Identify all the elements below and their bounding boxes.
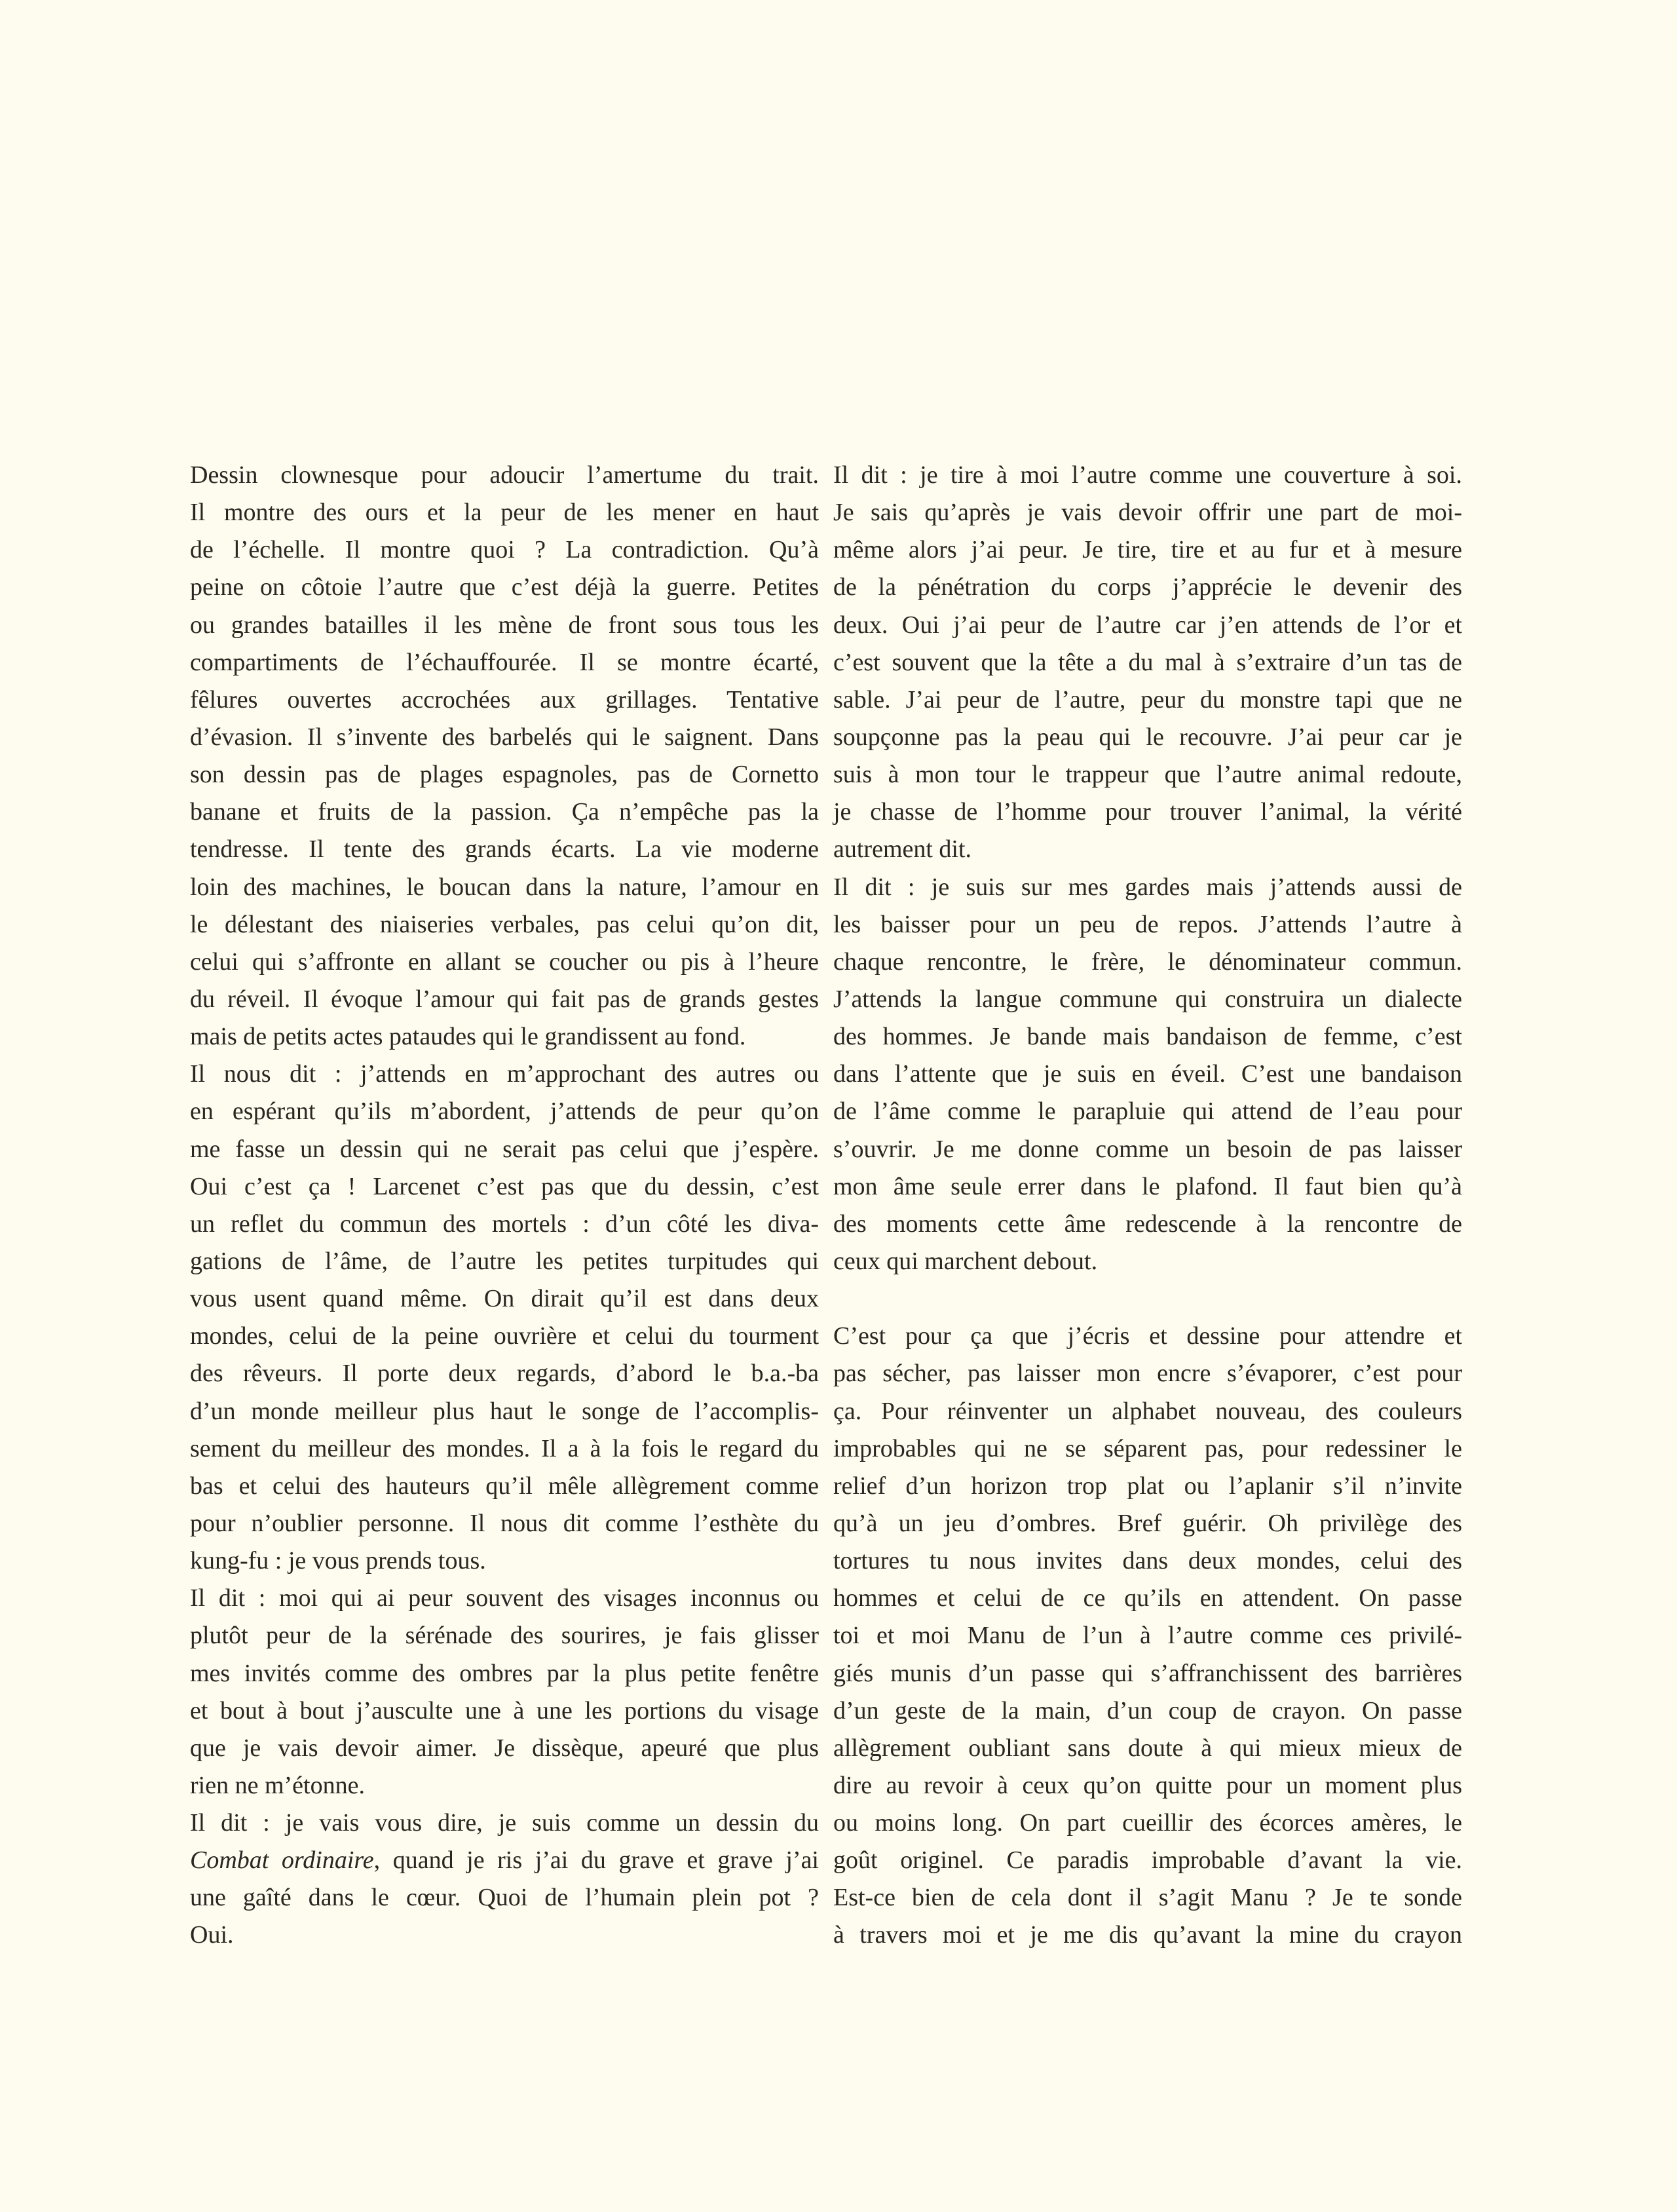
text-line: en espérant qu’ils m’abordent, j’attends de peur qu’on	[190, 1097, 819, 1126]
text-line: soupçonne pas la peau qui le recouvre. J’ai peur car je	[833, 723, 1462, 751]
text-line: peine on côtoie l’autre que c’est déjà la guerre. Petites	[190, 573, 819, 601]
text-line: mon âme seule errer dans le plafond. Il faut bien qu’à	[833, 1172, 1462, 1200]
text-line: kung-fu : je vous prends tous.	[190, 1547, 486, 1575]
text-line: fêlures ouvertes accrochées aux grillages. Tentative	[190, 685, 819, 714]
text-line: s’ouvrir. Je me donne comme un besoin de pas laisser	[833, 1135, 1462, 1163]
text-line: de l’âme comme le parapluie qui attend de l’eau pour	[833, 1097, 1462, 1126]
text-line: une gaîté dans le cœur. Quoi de l’humain plein pot ?	[190, 1884, 819, 1912]
text-line: mais de petits actes pataudes qui le grandissent au fond.	[190, 1023, 746, 1051]
text-line: C’est pour ça que j’écris et dessine pour attendre et	[833, 1322, 1462, 1350]
paragraph-gap	[833, 1280, 1462, 1318]
text-line: de la pénétration du corps j’apprécie le devenir des	[833, 573, 1462, 601]
text-line: pour n’oublier personne. Il nous dit comme l’esthète du	[190, 1509, 819, 1537]
text-fragment: , quand je ris j’ai du grave et grave j’ai	[373, 1846, 819, 1875]
text-line: Dessin clownesque pour adoucir l’amertume du trait.	[190, 461, 819, 489]
text-line: Oui c’est ça ! Larcenet c’est pas que du dessin, c’est	[190, 1172, 819, 1200]
text-line: à travers moi et je me dis qu’avant la mine du crayon	[833, 1921, 1462, 1949]
text-line: me fasse un dessin qui ne serait pas celui que j’espère.	[190, 1135, 819, 1163]
text-line: et bout à bout j’ausculte une à une les portions du visage	[190, 1696, 819, 1725]
text-line: son dessin pas de plages espagnoles, pas de Cornetto	[190, 761, 819, 789]
text-line: d’un geste de la main, d’un coup de crayon. On passe	[833, 1696, 1462, 1725]
text-line: hommes et celui de ce qu’ils en attendent. On passe	[833, 1584, 1462, 1612]
text-line: Il dit : je vais vous dire, je suis comme un dessin du	[190, 1809, 819, 1837]
text-line: autrement dit.	[833, 835, 972, 864]
text-line: ça. Pour réinventer un alphabet nouveau, des couleurs	[833, 1397, 1462, 1425]
left-text-column	[190, 457, 819, 1955]
text-line: rien ne m’étonne.	[190, 1771, 365, 1799]
text-line: Il dit : je suis sur mes gardes mais j’attends aussi de	[833, 873, 1462, 901]
text-line: giés munis d’un passe qui s’affranchissent des barrières	[833, 1659, 1462, 1687]
text-line: compartiments de l’échauffourée. Il se montre écarté,	[190, 648, 819, 676]
text-line: Il nous dit : j’attends en m’approchant des autres ou	[190, 1060, 819, 1088]
text-line: dire au revoir à ceux qu’on quitte pour un moment plus	[833, 1771, 1462, 1799]
text-line: qu’à un jeu d’ombres. Bref guérir. Oh privilège des	[833, 1509, 1462, 1537]
text-line: vous usent quand même. On dirait qu’il est dans deux	[190, 1285, 819, 1313]
text-line: chaque rencontre, le frère, le dénominateur commun.	[833, 947, 1462, 976]
text-line: un reflet du commun des mortels : d’un côté les diva-	[190, 1210, 819, 1238]
text-line: tortures tu nous invites dans deux mondes, celui des	[833, 1547, 1462, 1575]
text-line: pas sécher, pas laisser mon encre s’évaporer, c’est pour	[833, 1360, 1462, 1388]
text-line: d’un monde meilleur plus haut le songe de l’accomplis-	[190, 1397, 819, 1425]
text-line: deux. Oui j’ai peur de l’autre car j’en attends de l’or et	[833, 611, 1462, 639]
text-line: ceux qui marchent debout.	[833, 1247, 1098, 1275]
text-line: improbables qui ne se séparent pas, pour redessiner le	[833, 1434, 1462, 1462]
text-line: même alors j’ai peur. Je tire, tire et au fur et à mesure	[833, 536, 1462, 564]
text-line: Oui.	[190, 1921, 234, 1949]
text-line: Il dit : moi qui ai peur souvent des visages inconnus ou	[190, 1584, 819, 1612]
text-line: J’attends la langue commune qui construira un dialecte	[833, 985, 1462, 1013]
text-line: Est-ce bien de cela dont il s’agit Manu ? Je te sonde	[833, 1884, 1462, 1912]
text-line: loin des machines, le boucan dans la nature, l’amour en	[190, 873, 819, 901]
text-line: Il montre des ours et la peur de les mener en haut	[190, 499, 819, 527]
text-line-mixed	[190, 1842, 819, 1879]
text-line: des hommes. Je bande mais bandaison de femme, c’est	[833, 1023, 1462, 1051]
text-line: suis à mon tour le trappeur que l’autre animal redoute,	[833, 761, 1462, 789]
text-line: je chasse de l’homme pour trouver l’animal, la vérité	[833, 798, 1462, 826]
text-line: allègrement oubliant sans doute à qui mieux mieux de	[833, 1734, 1462, 1762]
text-line: c’est souvent que la tête a du mal à s’extraire d’un tas de	[833, 648, 1462, 676]
text-line: bas et celui des hauteurs qu’il mêle allègrement comme	[190, 1472, 819, 1500]
text-line: gations de l’âme, de l’autre les petites turpitudes qui	[190, 1247, 819, 1275]
text-line: banane et fruits de la passion. Ça n’empêche pas la	[190, 798, 819, 826]
text-line: goût originel. Ce paradis improbable d’avant la vie.	[833, 1846, 1462, 1875]
text-line: que je vais devoir aimer. Je dissèque, apeuré que plus	[190, 1734, 819, 1762]
text-line: du réveil. Il évoque l’amour qui fait pas de grands gestes	[190, 985, 819, 1013]
text-line: ou moins long. On part cueillir des écorces amères, le	[833, 1809, 1462, 1837]
book-title: Combat ordinaire	[190, 1846, 374, 1875]
text-line: le délestant des niaiseries verbales, pas celui qu’on dit,	[190, 910, 819, 938]
text-line: les baisser pour un peu de repos. J’attends l’autre à	[833, 910, 1462, 938]
text-line: ou grandes batailles il les mène de front sous tous les	[190, 611, 819, 639]
text-line: mondes, celui de la peine ouvrière et celui du tourment	[190, 1322, 819, 1350]
text-line: celui qui s’affronte en allant se coucher ou pis à l’heure	[190, 947, 819, 976]
text-line: toi et moi Manu de l’un à l’autre comme ces privilé-	[833, 1622, 1462, 1650]
text-line: relief d’un horizon trop plat ou l’aplanir s’il n’invite	[833, 1472, 1462, 1500]
text-line: mes invités comme des ombres par la plus petite fenêtre	[190, 1659, 819, 1687]
right-text-column	[833, 457, 1462, 1955]
text-line: tendresse. Il tente des grands écarts. La vie moderne	[190, 835, 819, 864]
text-line: d’évasion. Il s’invente des barbelés qui le saignent. Dans	[190, 723, 819, 751]
text-line: des rêveurs. Il porte deux regards, d’abord le b.a.-ba	[190, 1360, 819, 1388]
text-line: plutôt peur de la sérénade des sourires, je fais glisser	[190, 1622, 819, 1650]
text-line: sement du meilleur des mondes. Il a à la fois le regard du	[190, 1434, 819, 1462]
text-line: de l’échelle. Il montre quoi ? La contradiction. Qu’à	[190, 536, 819, 564]
text-line: des moments cette âme redescende à la rencontre de	[833, 1210, 1462, 1238]
text-line: sable. J’ai peur de l’autre, peur du monstre tapi que ne	[833, 685, 1462, 714]
text-line: dans l’attente que je suis en éveil. C’est une bandaison	[833, 1060, 1462, 1088]
text-line: Je sais qu’après je vais devoir offrir une part de moi-	[833, 499, 1462, 527]
text-line: Il dit : je tire à moi l’autre comme une couverture à soi.	[833, 461, 1462, 489]
